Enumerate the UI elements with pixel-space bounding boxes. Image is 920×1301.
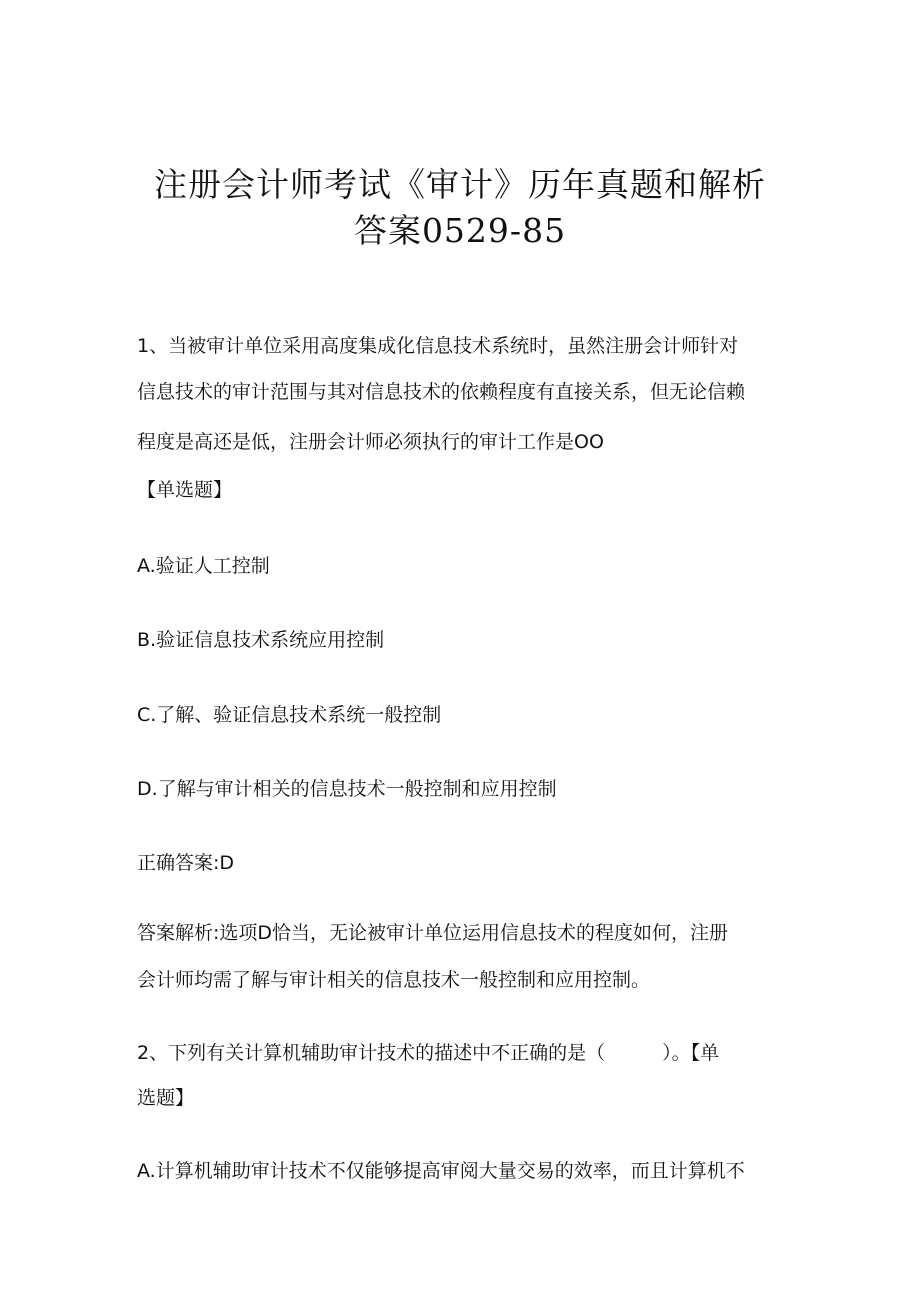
q2-option-a-line-1: A.计算机辅助审计技术不仅能够提高审阅大量交易的效率，而且计算机不 <box>137 1160 745 1182</box>
q2-stem-line-1: 2、下列有关计算机辅助审计技术的描述中不正确的是（ ）。【单 <box>137 1042 720 1064</box>
q1-analysis-line-1: 答案解析:选项D恰当，无论被审计单位运用信息技术的程度如何，注册 <box>137 922 729 944</box>
q1-option-a: A.验证人工控制 <box>137 555 270 577</box>
q1-correct-answer: 正确答案:D <box>137 852 235 874</box>
q1-stem-line-1: 1、当被审计单位采用高度集成化信息技术系统时，虽然注册会计师针对 <box>137 335 739 357</box>
q1-stem-line-2: 信息技术的审计范围与其对信息技术的依赖程度有直接关系，但无论信赖 <box>137 381 746 403</box>
document-title-line-2: 答案0529-85 <box>353 211 567 250</box>
q1-option-c: C.了解、验证信息技术系统一般控制 <box>137 704 442 726</box>
document-title-line-1: 注册会计师考试《审计》历年真题和解析 <box>154 165 766 204</box>
q1-analysis-line-2: 会计师均需了解与审计相关的信息技术一般控制和应用控制。 <box>137 969 651 991</box>
q1-stem-line-3: 程度是高还是低，注册会计师必须执行的审计工作是OO <box>137 431 604 453</box>
q2-stem-line-2: 选题】 <box>137 1087 195 1109</box>
q1-option-b: B.验证信息技术系统应用控制 <box>137 629 385 651</box>
q1-question-type: 【单选题】 <box>137 479 233 501</box>
q1-option-d: D.了解与审计相关的信息技术一般控制和应用控制 <box>137 778 557 800</box>
